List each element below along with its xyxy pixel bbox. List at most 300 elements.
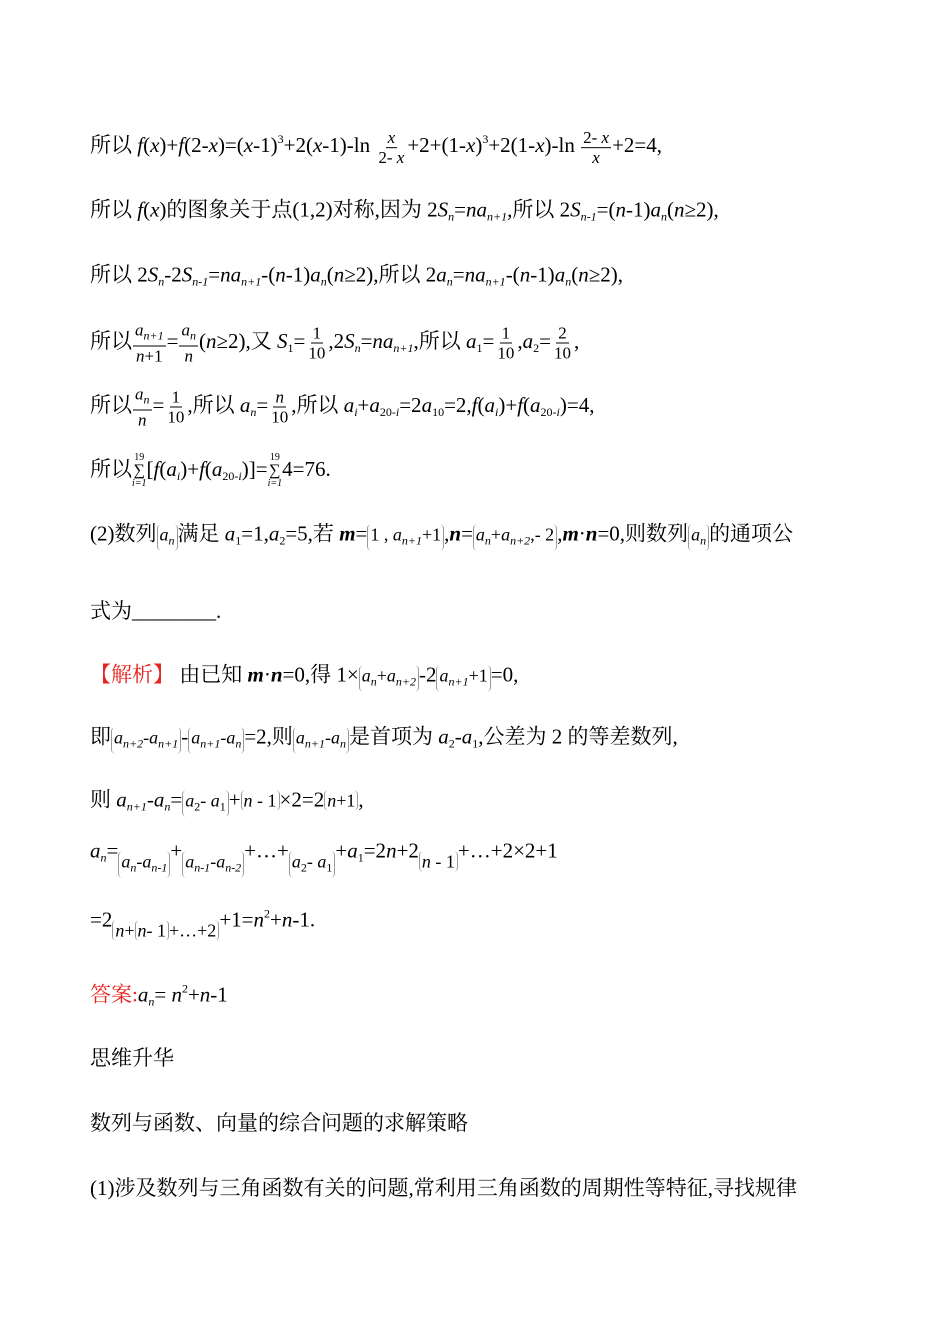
parenthesized-group [289,852,336,878]
line-4 [90,321,579,366]
math-text: 10 [308,343,326,363]
math-text: 10 [167,407,185,427]
math-text: -1. [292,907,316,932]
math-text: 1 , [370,524,393,545]
math-text: 10 [497,343,515,363]
math-variable: a [421,392,433,417]
math-text: 1 [171,387,181,407]
math-variable: n [205,328,217,353]
math-text: ( [666,197,674,222]
math-variable: a [691,524,701,545]
line-11 [90,786,364,821]
math-variable: x [396,147,405,167]
math-text: , [517,328,523,353]
math-variable: a [439,665,449,686]
math-text: [ [146,456,154,481]
math-text: = [256,392,269,417]
fraction [552,324,573,363]
math-variable: a [501,524,511,545]
text: 式为________. [90,599,222,623]
math-text: 2- [583,127,602,147]
math-text: = [170,787,183,812]
math-variable: x [243,133,254,158]
math-variable: n [115,920,125,941]
sum-upper-limit: 19 [134,452,145,463]
subscript: n+1 [487,209,508,224]
subscript: 2 [300,860,307,875]
math-text: , [573,328,580,353]
superscript: 3 [277,132,284,147]
sigma-symbol: ∑ [269,462,281,479]
math-variable: a [210,790,220,811]
subscript: n [660,209,667,224]
vector-symbol: n [585,521,598,546]
math-text: ( [143,197,151,222]
subscript: 1 [357,850,364,865]
math-text: +2=4, [612,133,662,158]
math-variable: a [554,262,566,287]
math-variable: a [181,320,190,340]
subscript: 1 [235,533,242,548]
math-variable: n [333,262,345,287]
math-variable: a [530,392,541,417]
math-text: - [306,851,318,872]
text: 所以 [90,392,132,417]
math-text: =0, [490,662,519,687]
math-variable: a [361,665,371,686]
fraction-denominator [376,148,406,167]
subscript: 1 [219,799,226,814]
fraction-numerator [581,128,611,148]
math-text: - [181,724,189,749]
math-text: · [263,662,271,687]
math-text: =2 [90,907,113,932]
fraction-denominator [552,344,573,363]
math-variable: a [484,392,495,417]
math-variable: a [347,838,358,863]
subscript: n [189,328,196,343]
subscript: n+2 [123,736,144,751]
subscript: i [556,404,560,419]
parenthesized-group [473,525,557,551]
subscript: 20- [222,468,239,483]
text: 所以 [90,197,138,222]
line-6 [90,452,331,490]
math-variable: n [275,387,284,407]
parenthesized-group [112,921,219,941]
sigma-symbol: ∑ [133,462,145,479]
text: ,所以 [187,392,240,417]
math-variable: a [90,838,101,863]
analysis-heading-line [90,661,518,692]
math-text: 10 [271,407,289,427]
parenthesized-group [688,525,709,551]
math-text: =( [596,197,616,222]
subscript: n [164,799,171,814]
parenthesized-group [436,666,490,692]
fraction-denominator [134,347,165,366]
fraction-denominator [495,344,516,363]
vector-symbol: m [562,521,579,546]
subscript: 20- [540,404,557,419]
math-variable: S [276,328,288,353]
math-text: +1 [336,790,356,811]
fraction [133,321,166,366]
text: ,所以 [291,392,344,417]
parenthesized-group [188,728,244,754]
subscript: 2 [194,799,201,814]
subscript: n [158,274,165,289]
subscript: n [446,274,453,289]
fraction [581,128,611,167]
text: 所以 [90,133,138,158]
math-text: 1 [312,323,322,343]
text: 的通项公 [709,521,794,546]
math-variable: a [226,727,236,748]
math-variable: a [216,851,226,872]
math-text: ( [159,456,167,481]
math-variable: a [135,384,144,404]
fraction-denominator [165,408,186,427]
text: 数列与函数、向量的综合问题的求解策略 [90,1111,468,1135]
subscript: 1 [326,860,333,875]
math-variable: n [138,410,147,430]
math-variable: na [464,262,486,287]
math-variable: f [153,456,160,481]
fraction-denominator [306,344,327,363]
math-variable: a [436,262,447,287]
text: =5,若 [285,521,340,546]
math-text: =2 [363,838,387,863]
line-7 [90,520,793,555]
math-variable: a [522,328,534,353]
line-10 [90,723,678,758]
fraction-denominator [269,408,290,427]
math-variable: a [438,724,449,749]
math-text: · [578,521,586,546]
fraction [269,388,290,427]
math-variable: S [437,197,449,222]
math-variable: na [466,197,487,222]
math-variable: a [149,727,159,748]
math-text: = [208,262,221,287]
math-text: - [325,727,332,748]
subscript: n-1 [192,274,209,289]
subscript: 1 [476,340,483,355]
parenthesized-group [367,525,444,551]
vector-symbol: n [449,521,462,546]
fraction-denominator [136,411,149,430]
text: =2,则 [244,724,293,749]
sum-lower-limit: i=1 [132,478,147,489]
math-text: )=4, [559,392,595,417]
math-variable: x [150,133,160,158]
parenthesized-group [182,852,244,878]
subscript: i [238,468,242,483]
fraction [179,321,198,366]
math-variable: x [312,133,323,158]
subscript: 20- [379,404,396,419]
math-text: ) [475,133,483,158]
parenthesized-group [157,525,178,551]
subscript: n [130,860,137,875]
subscript: n+1 [241,274,262,289]
subscript: n [448,209,455,224]
text: ,所以 2 [507,197,571,222]
math-variable: a [135,320,144,340]
subscript: 1 [287,340,294,355]
math-text: = [452,262,465,287]
subscript: i [354,404,358,419]
math-variable: a [386,665,396,686]
subscript: n+1 [126,799,147,814]
text: 所以 [90,328,132,353]
math-variable: a [466,328,477,353]
subscript: n [143,392,150,407]
math-text: - [210,851,217,872]
subscript: n-2 [225,860,242,875]
math-text: (2- [184,133,209,158]
fraction-denominator [590,148,602,167]
math-text: = [166,328,179,353]
math-text: -1) [530,262,555,287]
math-text: + [187,982,200,1007]
math-variable: f [137,197,144,222]
math-variable: a [211,456,223,481]
math-variable: f [137,133,144,158]
subscript: n+1 [401,533,422,548]
subscript: n [320,274,327,289]
highlight-label: 【解析】 [90,662,174,687]
math-variable: n [275,262,286,287]
subscript: 2 [533,340,540,355]
math-variable: f [471,392,478,417]
math-text: -1) [625,197,651,222]
strategy-title [90,1109,468,1137]
math-text: -1) [285,262,311,287]
fraction [306,324,327,363]
math-text: ≥2), [588,262,623,287]
parenthesized-group [111,728,181,754]
subscript: n-1 [151,860,168,875]
math-variable: n [615,197,626,222]
text: 所以 [90,456,132,481]
math-variable: n [199,982,211,1007]
sum-upper-limit: 19 [269,452,280,463]
fraction-numerator [133,385,152,411]
math-text: - [454,724,462,749]
text: 思维升华 [90,1046,174,1070]
math-variable: S [344,328,355,353]
line-13 [90,900,315,941]
math-text: + [228,787,241,812]
text: ,公差为 2 的等差数列, [478,724,678,749]
math-text: = [482,328,495,353]
math-text: + [270,907,282,932]
math-variable: x [387,127,396,147]
math-text: 2- [378,147,397,167]
math-variable: a [295,727,305,748]
math-text: ≥2), [684,197,719,222]
text: (1)涉及数列与三角函数有关的问题,常利用三角函数的周期性等特征,寻找规律 [90,1176,797,1200]
subscript: n+1 [143,328,164,343]
math-variable: n [243,790,253,811]
subscript: n [100,850,107,865]
math-text: 2 [558,323,567,343]
math-text: -2 [164,262,182,287]
math-variable: na [372,328,394,353]
math-variable: n [578,262,589,287]
math-text: - [200,790,211,811]
math-text: 1 [501,323,511,343]
text: ≥2),所以 2 [344,262,437,287]
math-text: ×2=2 [279,787,325,812]
math-text: )=( [217,133,244,158]
fraction [133,385,152,430]
math-text: + [357,392,370,417]
math-variable: x [535,133,545,158]
math-text: -( [261,262,276,287]
math-variable: a [137,982,149,1007]
subscript: n [250,404,257,419]
parenthesized-group [293,728,349,754]
text: 所以 2 [90,262,148,287]
math-variable: f [178,133,185,158]
fraction-numerator [179,321,198,347]
math-text: = [360,328,373,353]
highlight-label: : [132,982,138,1007]
superscript: 3 [482,132,489,147]
math-text: +1 [421,524,442,545]
math-text: + [170,838,183,863]
math-text: +1 [468,665,488,686]
math-text: ( [571,262,579,287]
fraction [495,324,516,363]
fraction-numerator [170,388,183,408]
fraction-numerator [273,388,286,408]
math-text: )]= [241,456,268,481]
math-text: - 1 [252,790,277,811]
subscript: 1 [472,736,479,751]
subscript: n [370,674,377,689]
parenthesized-group [324,791,358,811]
math-variable: a [224,521,236,546]
math-text: , [444,521,450,546]
math-variable: a [121,851,131,872]
subscript: i [395,404,400,419]
math-variable: f [199,456,205,481]
superscript: 2 [264,906,270,921]
math-variable: n [184,346,193,366]
fraction [165,388,186,427]
math-text: )+ [180,456,200,481]
math-variable: a [310,262,321,287]
line-2 [90,196,719,231]
math-variable: na [220,262,242,287]
fraction-numerator [133,321,166,347]
math-text: 10 [553,343,571,363]
answer-line [90,975,228,1016]
math-variable: n [327,790,337,811]
math-text: + [376,665,387,686]
math-text: +1 [144,346,163,366]
math-variable: a [239,392,251,417]
math-text: - [143,727,150,748]
parenthesized-group [419,852,458,872]
math-variable: a [392,524,402,545]
math-text: +2(1- [488,133,536,158]
math-variable: n [673,197,685,222]
math-variable: n [519,262,531,287]
subscript: n-1 [580,209,597,224]
math-text: + [490,524,502,545]
math-text: ,2 [328,328,345,353]
math-variable: x [208,133,218,158]
highlight-label: 答案 [90,982,132,1007]
subscript: 2 [279,533,286,548]
math-text: -1 [210,982,228,1007]
math-text: +2+(1- [407,133,467,158]
math-text: ( [198,328,206,353]
math-text: ,- 2 [530,524,555,545]
section-heading [90,1044,174,1072]
math-variable: a [461,724,473,749]
math-text: = [454,197,466,222]
subscript: 2 [448,736,455,751]
math-text: - 1 [146,920,166,941]
math-text: )+ [159,133,179,158]
math-variable: n [386,838,397,863]
math-text: +…+2×2+1 [457,838,558,863]
subscript: n [700,533,707,548]
text: =0,得 1× [282,662,359,687]
math-text: - 1 [430,851,455,872]
text: 即 [90,724,111,749]
math-text: - [220,727,227,748]
math-variable: S [570,197,581,222]
math-text: =2, [444,392,472,417]
subscript: n [235,736,242,751]
vector-symbol: m [247,662,264,687]
math-text: +2( [283,133,313,158]
math-text: -1)-ln [322,133,376,158]
subscript: n [565,274,572,289]
fraction-numerator [311,324,324,344]
fraction [376,128,406,167]
line-3 [90,261,623,296]
superscript: 2 [181,981,188,996]
math-text: , [358,787,364,812]
math-text: ( [523,392,531,417]
summation [132,452,147,490]
fraction-denominator [182,347,195,366]
text: =0,则数列 [597,521,689,546]
parenthesized-group [135,921,170,941]
math-variable: x [466,133,476,158]
math-variable: a [153,787,165,812]
math-variable: n [171,982,182,1007]
text: ≥2),又 [216,328,277,353]
math-text: = [461,521,473,546]
subscript: n [148,994,155,1009]
subscript: n-1 [194,860,211,875]
subscript: n+1 [485,274,506,289]
math-text: +…+ [244,838,289,863]
subscript: n [340,736,347,751]
vector-symbol: n [270,662,283,687]
math-variable: a [317,851,327,872]
math-text: +2 [396,838,419,863]
